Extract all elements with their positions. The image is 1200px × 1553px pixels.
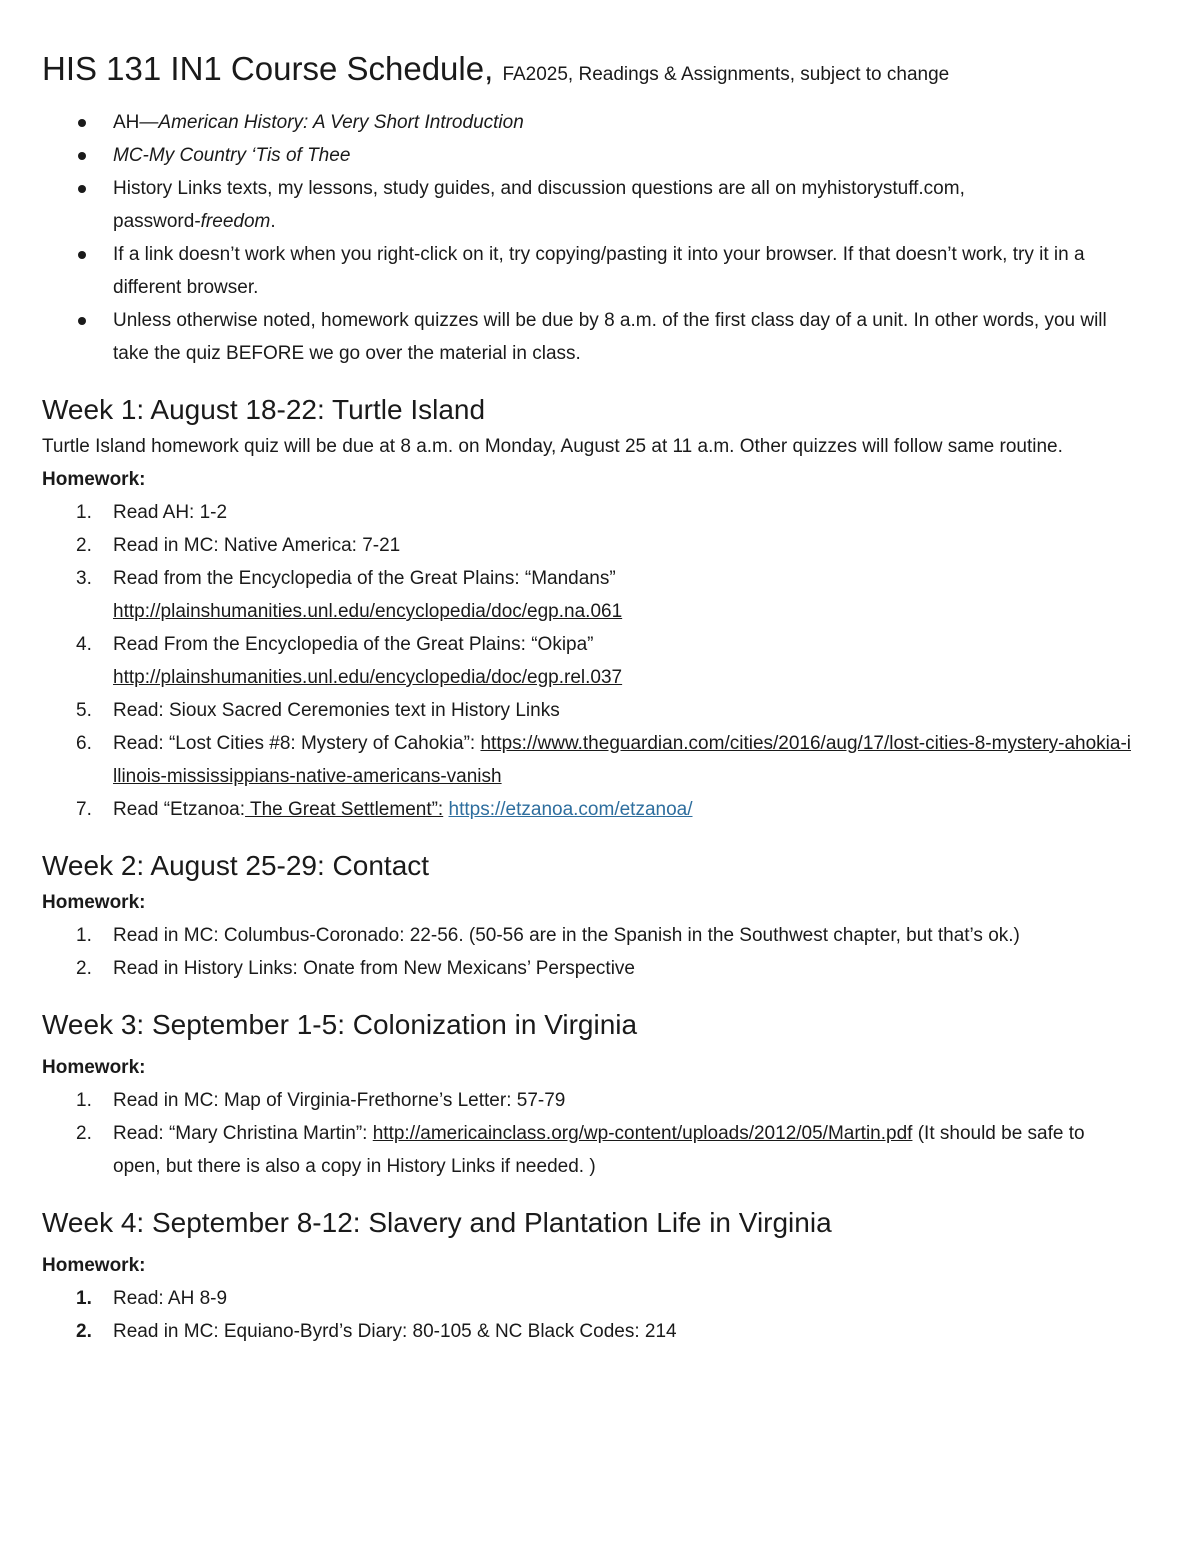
week-4-homework-list — [42, 1282, 1132, 1348]
item-text: (It should be safe to open, but there is also a copy in History Links if needed. ) — [113, 1123, 1085, 1177]
etzanoa-link[interactable]: https://etzanoa.com/etzanoa/ — [448, 799, 693, 820]
week-2-homework-list — [42, 919, 1132, 985]
week-3-heading: Week 3: September 1-5: Colonization in Virginia — [42, 1009, 638, 1040]
week-3-homework-label: Homework: — [42, 1057, 146, 1078]
bullet-text: AH— — [113, 112, 159, 133]
bullet-text: . — [270, 211, 276, 232]
bullet-dot-icon — [78, 251, 86, 259]
week-1-note: Turtle Island homework quiz will be due at 8 a.m. on Monday, August 25 at 11 a.m. Other quizzes will follow same routine. — [42, 436, 1063, 457]
item-text: Read in MC: Equiano-Byrd’s Diary: 80-105 & NC Black Codes: 214 — [113, 1321, 677, 1342]
week-4-heading: Week 4: September 8-12: Slavery and Plantation Life in Virginia — [42, 1207, 832, 1238]
item-text: Read from the Encyclopedia of the Great Plains: “Mandans” — [113, 568, 616, 589]
week-3-homework-list — [42, 1084, 1132, 1183]
list-item — [42, 628, 1132, 694]
bullet-item — [42, 238, 1132, 304]
item-text: Read in MC: Map of Virginia-Frethorne’s Letter: 57-79 — [113, 1090, 566, 1111]
item-number: 1. — [76, 502, 92, 523]
document-page — [42, 46, 1132, 1348]
list-item — [42, 1117, 1132, 1183]
bullet-italic-text: MC-My Country ‘Tis of Thee — [113, 145, 351, 166]
item-text: Read From the Encyclopedia of the Great Plains: “Okipa” — [113, 634, 594, 655]
item-number: 2. — [76, 958, 92, 979]
week-2-homework-label: Homework: — [42, 892, 146, 913]
item-text: Read: “Mary Christina Martin”: — [113, 1123, 373, 1144]
intro-bullet-list — [42, 106, 1132, 370]
item-text: Read in MC: Native America: 7-21 — [113, 535, 401, 556]
bullet-dot-icon — [78, 119, 86, 127]
item-text: Read “Etzanoa: — [113, 799, 246, 820]
item-number: 2. — [76, 1321, 92, 1342]
list-item — [42, 952, 1132, 985]
title-subtitle: FA2025, Readings & Assignments, subject to change — [502, 64, 950, 85]
item-underlined-text: The Great Settlement”: — [245, 799, 444, 820]
item-number: 4. — [76, 634, 92, 655]
item-number: 2. — [76, 535, 92, 556]
list-item — [42, 496, 1132, 529]
item-text: Read in MC: Columbus-Coronado: 22-56. (50-56 are in the Spanish in the Southwest chapter, but that’s ok.) — [113, 925, 1020, 946]
bullet-dot-icon — [78, 152, 86, 160]
week-4-homework-label: Homework: — [42, 1255, 146, 1276]
list-item — [42, 529, 1132, 562]
okipa-link[interactable]: http://plainshumanities.unl.edu/encyclopedia/doc/egp.rel.037 — [113, 667, 623, 688]
list-item — [42, 1315, 1132, 1348]
item-text: Read in History Links: Onate from New Mexicans’ Perspective — [113, 958, 635, 979]
bullet-text: Unless otherwise noted, homework quizzes will be due by 8 a.m. of the first class day of a unit. In other words, you will take the quiz BEFORE we go over the material in class. — [113, 310, 1107, 364]
list-item — [42, 727, 1132, 793]
item-text: Read: AH 8-9 — [113, 1288, 228, 1309]
list-item — [42, 1084, 1132, 1117]
item-number: 1. — [76, 925, 92, 946]
item-text: Read: Sioux Sacred Ceremonies text in History Links — [113, 700, 560, 721]
page-title — [42, 46, 1132, 98]
item-number: 6. — [76, 733, 92, 754]
bullet-dot-icon — [78, 317, 86, 325]
item-number: 1. — [76, 1090, 92, 1111]
item-number: 3. — [76, 568, 92, 589]
week-1-homework-list — [42, 496, 1132, 826]
item-number: 1. — [76, 1288, 92, 1309]
week-2-heading: Week 2: August 25-29: Contact — [42, 850, 430, 881]
item-number: 5. — [76, 700, 92, 721]
list-item — [42, 793, 1132, 826]
list-item — [42, 694, 1132, 727]
week-1-homework-label: Homework: — [42, 469, 146, 490]
cahokia-link[interactable]: https://www.theguardian.com/cities/2016/aug/17/lost-cities-8-mystery-ahokia-illinois-mississippians-native-americans-vanish — [113, 733, 1131, 787]
bullet-text: password- — [113, 211, 201, 232]
bullet-dot-icon — [78, 185, 86, 193]
bullet-italic-text: American History: A Very Short Introduction — [158, 112, 524, 133]
list-item — [42, 1282, 1132, 1315]
bullet-text: History Links texts, my lessons, study guides, and discussion questions are all on myhistorystuff.com, — [113, 178, 965, 199]
bullet-item — [42, 304, 1132, 370]
item-number: 2. — [76, 1123, 92, 1144]
bullet-item — [42, 139, 1132, 172]
week-1-heading: Week 1: August 18-22: Turtle Island — [42, 394, 486, 425]
item-number: 7. — [76, 799, 92, 820]
password-text: freedom — [200, 211, 271, 232]
item-text: Read AH: 1-2 — [113, 502, 228, 523]
mandans-link[interactable]: http://plainshumanities.unl.edu/encyclopedia/doc/egp.na.061 — [113, 601, 623, 622]
bullet-item — [42, 172, 1132, 238]
item-text: Read: “Lost Cities #8: Mystery of Cahokia”: — [113, 733, 481, 754]
list-item — [42, 919, 1132, 952]
bullet-item — [42, 106, 1132, 139]
martin-pdf-link[interactable]: http://americainclass.org/wp-content/uploads/2012/05/Martin.pdf — [372, 1123, 913, 1144]
bullet-text: If a link doesn’t work when you right-click on it, try copying/pasting it into your browser. If that doesn’t work, try it in a different browser. — [113, 244, 1085, 298]
list-item — [42, 562, 1132, 628]
title-main: HIS 131 IN1 Course Schedule, — [42, 50, 494, 87]
